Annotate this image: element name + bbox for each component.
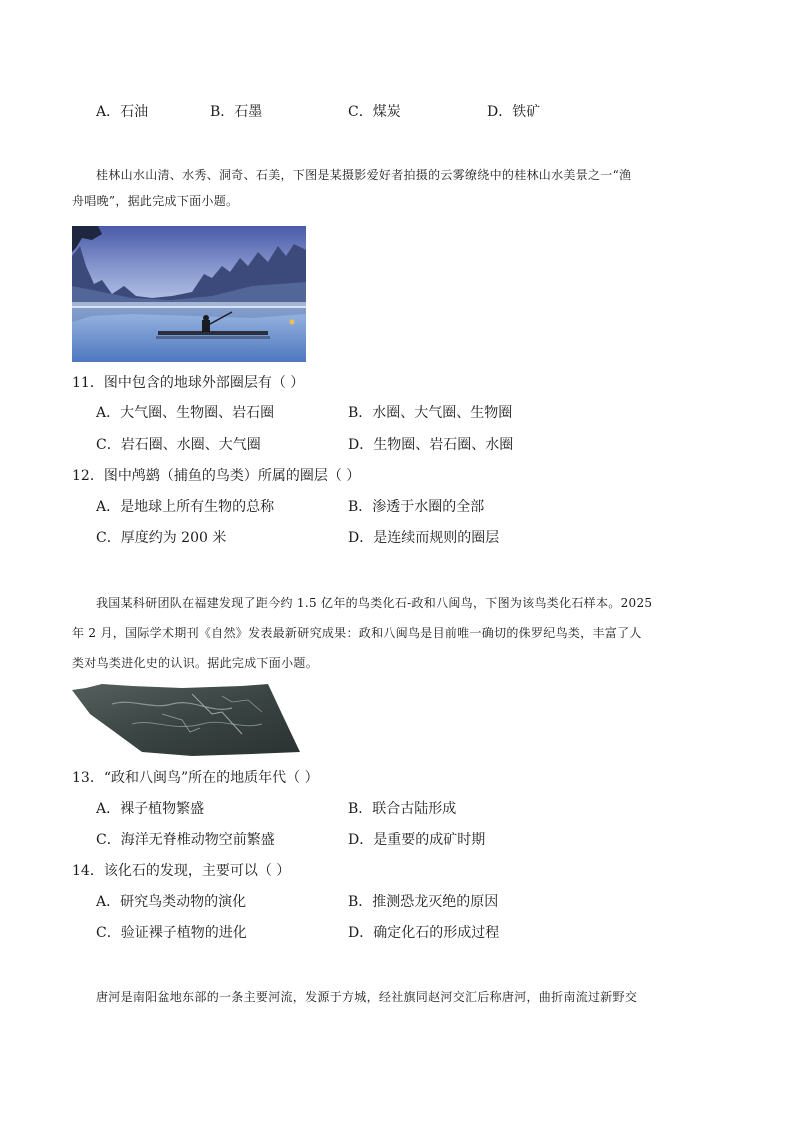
passage-fossil-line3: 类对鸟类进化史的认识。据此完成下面小题。	[72, 656, 319, 670]
passage-tanghe-line1: 唐河是南阳盆地东部的一条主要河流，发源于方城，经社旗同赵河交汇后称唐河，曲折南流过新野交	[96, 990, 638, 1004]
passage-guilin	[72, 160, 722, 212]
q13-option-c: C．海洋无脊椎动物空前繁盛	[96, 832, 275, 848]
q14-option-a: A．研究鸟类动物的演化	[96, 894, 247, 910]
q12-option-a: A．是地球上所有生物的总称	[96, 499, 275, 515]
q10-option-c: C．煤炭	[348, 104, 401, 120]
q13-option-a: A．裸子植物繁盛	[96, 801, 205, 817]
passage-fossil-line1: 我国某科研团队在福建发现了距今约 1.5 亿年的鸟类化石-政和八闽鸟，下图为该鸟类化石样本。2025	[96, 596, 653, 610]
passage-fossil	[72, 588, 732, 678]
q10-option-d: D．铁矿	[487, 104, 541, 120]
q14-option-d: D．确定化石的形成过程	[348, 925, 500, 941]
fossil-specimen-photo	[72, 684, 300, 756]
passage-guilin-line1: 桂林山水山清、水秀、洞奇、石美，下图是某摄影爱好者拍摄的云雾缭绕中的桂林山水美景之一“渔	[96, 168, 632, 182]
q14-option-b: B．推测恐龙灭绝的原因	[348, 894, 499, 910]
q11-option-a: A．大气圈、生物圈、岩石圈	[96, 405, 275, 421]
passage-guilin-line2: 舟唱晚”，据此完成下面小题。	[72, 194, 239, 208]
q11-option-c: C．岩石圈、水圈、大气圈	[96, 437, 261, 453]
q13-stem: 13．“政和八闽鸟”所在的地质年代（ ）	[72, 770, 319, 786]
q14-option-c: C．验证裸子植物的进化	[96, 925, 247, 941]
q12-stem: 12．图中鸬鹚（捕鱼的鸟类）所属的圈层（ ）	[72, 468, 361, 484]
guilin-landscape-photo	[72, 226, 306, 362]
q10-option-b: B．石墨	[210, 104, 263, 120]
passage-fossil-line2: 年 2 月，国际学术期刊《自然》发表最新研究成果：政和八闽鸟是目前唯一确切的侏罗纪鸟类，丰富了人	[72, 626, 642, 640]
passage-tanghe	[72, 982, 732, 1012]
q12-option-c: C．厚度约为 200 米	[96, 530, 227, 546]
q11-stem: 11．图中包含的地球外部圈层有（ ）	[72, 375, 305, 391]
q12-option-b: B．渗透于水圈的全部	[348, 499, 485, 515]
q12-option-d: D．是连续而规则的圈层	[348, 530, 500, 546]
q13-option-d: D．是重要的成矿时期	[348, 832, 486, 848]
q10-option-a: A．石油	[96, 104, 149, 120]
q14-stem: 14．该化石的发现，主要可以（ ）	[72, 863, 291, 879]
q13-option-b: B．联合古陆形成	[348, 801, 457, 817]
q11-option-d: D．生物圈、岩石圈、水圈	[348, 437, 514, 453]
q11-option-b: B．水圈、大气圈、生物圈	[348, 405, 513, 421]
